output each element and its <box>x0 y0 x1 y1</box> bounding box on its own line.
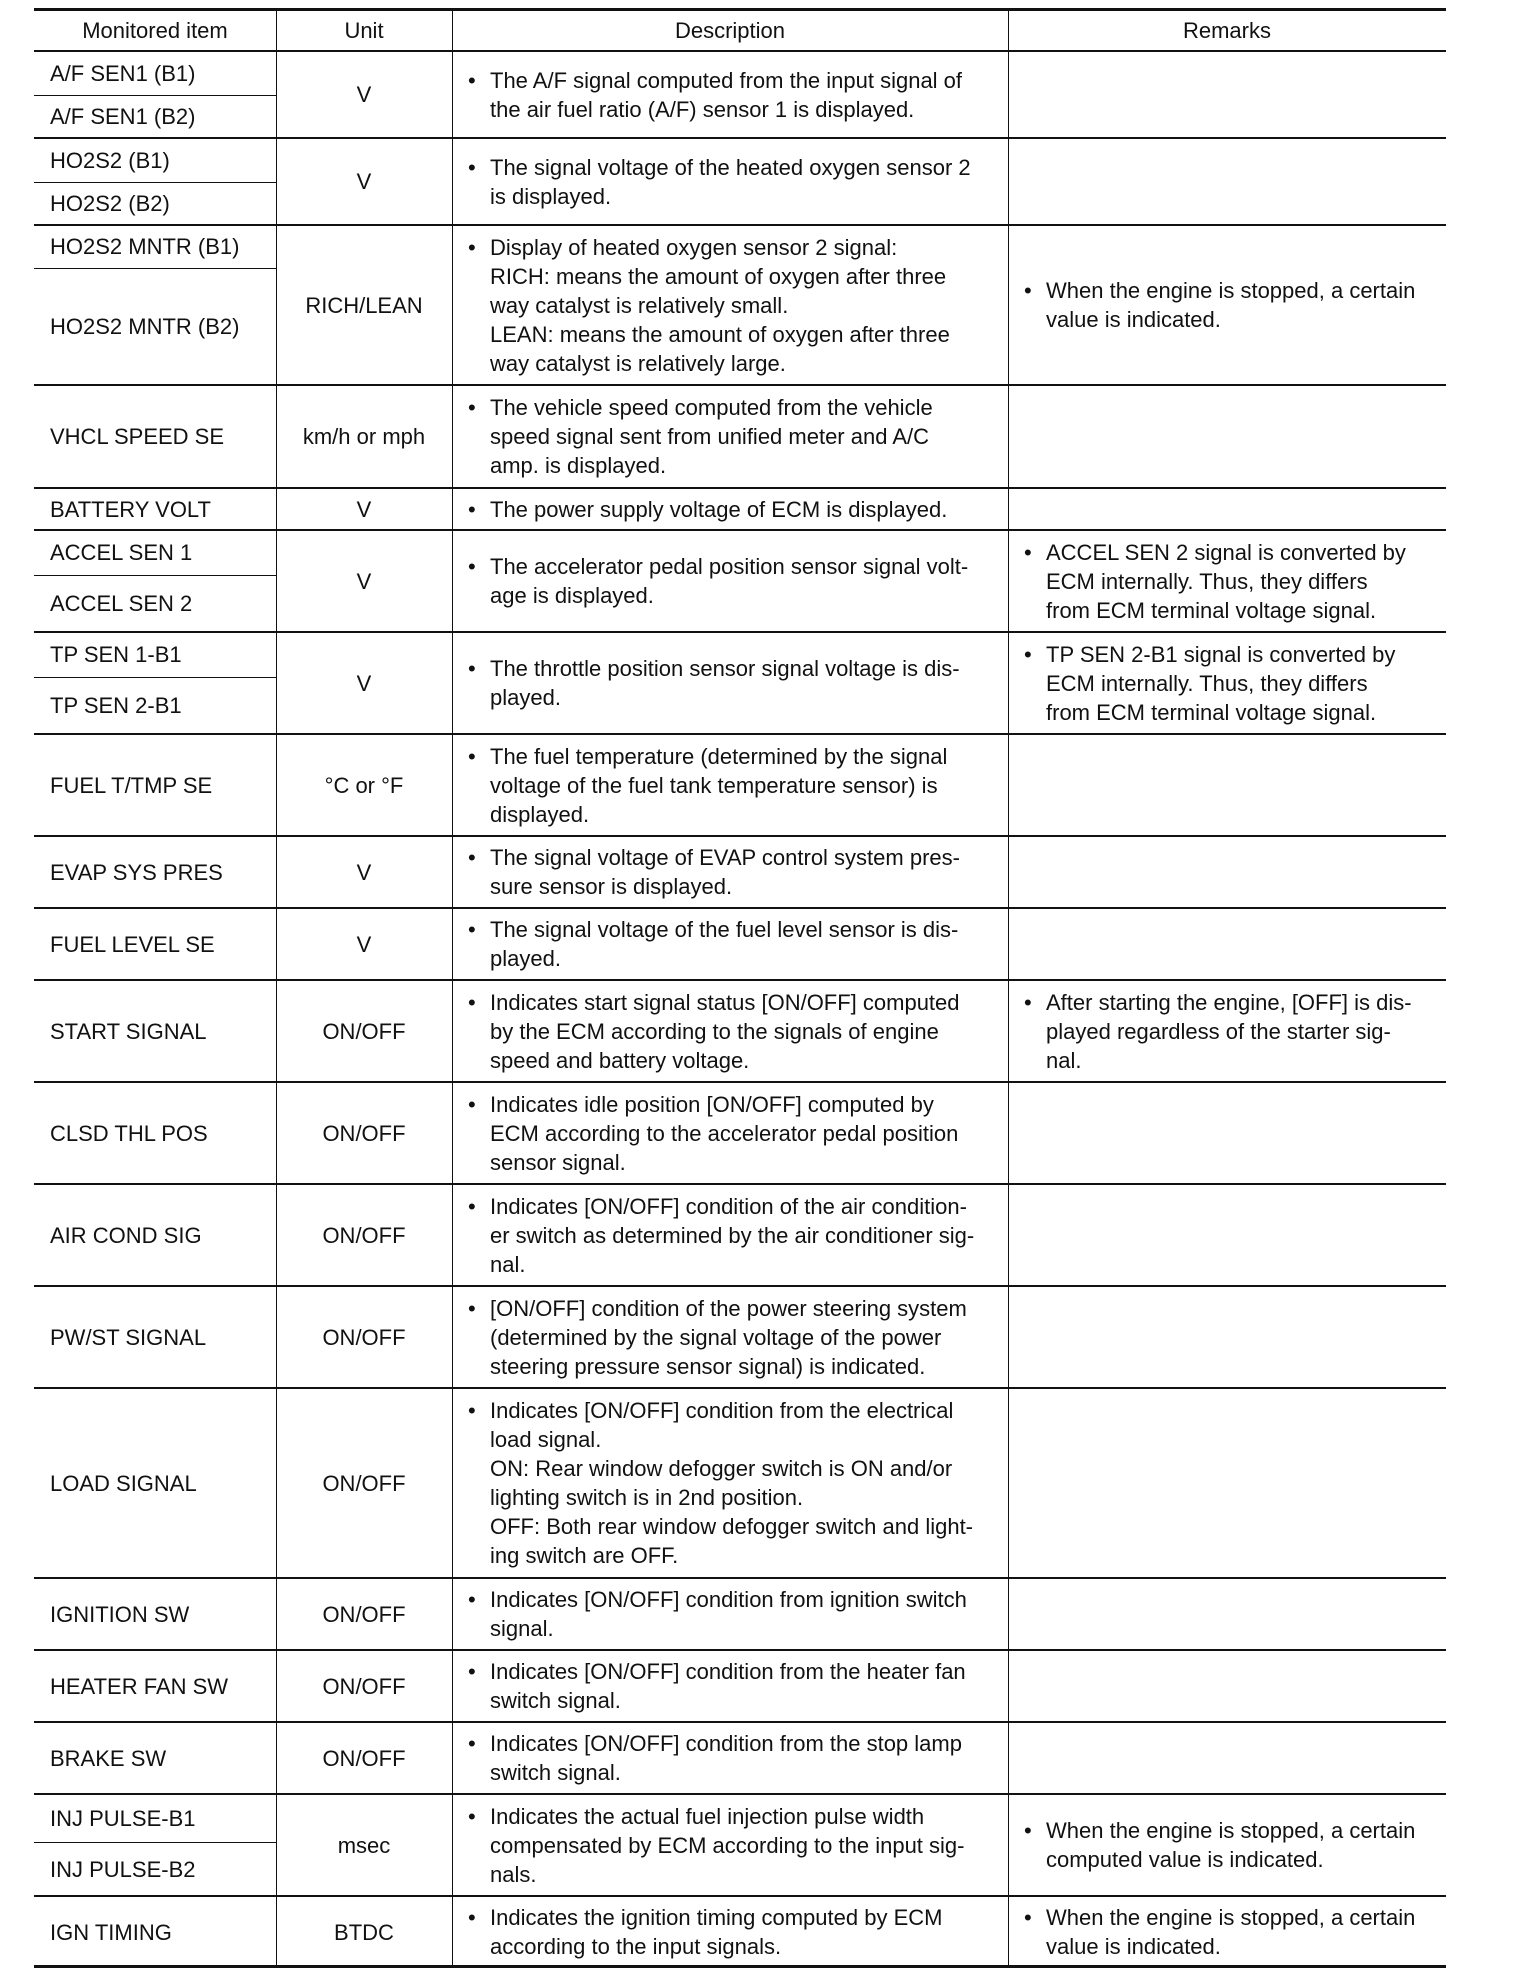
bullet-item <box>466 1090 1002 1177</box>
text-line: • After starting the engine, [OFF] is dis- <box>1046 989 1412 1015</box>
bullet-item <box>1022 988 1440 1075</box>
monitored-item: HEATER FAN SW <box>50 1673 229 1699</box>
text-line: lighting switch is in 2nd position. <box>490 1485 804 1510</box>
monitored-item: BRAKE SW <box>50 1745 167 1771</box>
row-divider <box>34 979 1446 981</box>
bullet-item <box>1022 276 1440 334</box>
text-line: • When the engine is stopped, a certain <box>1046 1818 1416 1843</box>
description-cell <box>452 836 1008 908</box>
text-line: • When the engine is stopped, a certain <box>1046 278 1416 303</box>
monitored-item: ACCEL SEN 1 <box>50 540 193 565</box>
text-line: • Indicates [ON/OFF] condition from ignition switch <box>490 1587 967 1612</box>
monitored-item: HO2S2 (B1) <box>50 147 170 173</box>
text-line: • The vehicle speed computed from the vehicle <box>490 395 933 420</box>
text-line: • The throttle position sensor signal voltage is dis- <box>490 656 960 681</box>
row-divider <box>34 631 1446 633</box>
text-line: • Indicates start signal status [ON/OFF] computed <box>490 989 960 1015</box>
text-line: • ACCEL SEN 2 signal is converted by <box>1046 539 1406 565</box>
text-line: compensated by ECM according to the input sig- <box>490 1832 965 1858</box>
remarks-cell <box>1008 836 1446 908</box>
bullet-item <box>466 1802 1002 1889</box>
text-line: • [ON/OFF] condition of the power steering system <box>490 1295 967 1321</box>
text-line: sensor signal. <box>490 1149 626 1175</box>
row-divider <box>34 1081 1446 1083</box>
row-divider <box>34 137 1446 139</box>
sub-row-divider <box>34 95 276 96</box>
row-divider <box>34 224 1446 226</box>
bullet-item <box>1022 1816 1440 1874</box>
text-line: • The fuel temperature (determined by the signal <box>490 743 948 769</box>
description-cell <box>452 385 1008 488</box>
text-line: • Display of heated oxygen sensor 2 signal: <box>490 234 898 260</box>
monitored-item: TP SEN 1-B1 <box>50 642 182 667</box>
bullet-item <box>1022 1903 1440 1961</box>
monitored-item: AIR COND SIG <box>50 1222 202 1248</box>
monitored-item: LOAD SIGNAL <box>50 1470 197 1496</box>
column-divider <box>276 8 277 1967</box>
monitored-item: IGNITION SW <box>50 1601 190 1627</box>
bullet-item <box>466 988 1002 1075</box>
row-divider <box>34 1649 1446 1651</box>
text-line: ON: Rear window defogger switch is ON and/or <box>490 1456 953 1481</box>
unit-cell: ON/OFF <box>322 1673 406 1699</box>
text-line: is displayed. <box>490 183 612 209</box>
remarks-cell <box>1008 1184 1446 1286</box>
text-line: voltage of the fuel tank temperature sensor) is <box>490 772 938 798</box>
text-line: steering pressure sensor signal) is indicated. <box>490 1353 926 1379</box>
unit-cell: ON/OFF <box>322 1120 406 1146</box>
description-cell <box>452 51 1008 138</box>
description-cell <box>452 138 1008 225</box>
text-line: speed and battery voltage. <box>490 1047 750 1073</box>
row-divider <box>34 1387 1446 1389</box>
text-line: from ECM terminal voltage signal. <box>1046 699 1377 725</box>
remarks-cell <box>1008 1286 1446 1388</box>
text-line: • Indicates [ON/OFF] condition from the electrical <box>490 1398 954 1423</box>
text-line: • The A/F signal computed from the input signal of <box>490 67 963 93</box>
text-line: way catalyst is relatively large. <box>490 350 786 376</box>
remarks-cell <box>1008 1794 1446 1896</box>
bullet-item <box>466 654 1002 712</box>
unit-cell: ON/OFF <box>322 1470 406 1496</box>
remarks-cell <box>1008 1578 1446 1650</box>
text-line: played regardless of the starter sig- <box>1046 1018 1391 1044</box>
row-divider <box>34 384 1446 386</box>
description-cell <box>452 1578 1008 1650</box>
text-line: value is indicated. <box>1046 307 1221 332</box>
monitored-item: EVAP SYS PRES <box>50 859 223 885</box>
description-cell <box>452 908 1008 980</box>
remarks-cell <box>1008 1082 1446 1184</box>
text-line: • Indicates [ON/OFF] condition of the air condition- <box>490 1193 967 1219</box>
description-cell <box>452 1388 1008 1578</box>
remarks-cell <box>1008 1722 1446 1794</box>
monitored-item: FUEL T/TMP SE <box>50 772 213 798</box>
description-cell <box>452 1650 1008 1722</box>
text-line: signal. <box>490 1616 554 1641</box>
table-bottom-rule <box>34 1965 1446 1968</box>
description-cell <box>452 1184 1008 1286</box>
bullet-item <box>466 153 1002 211</box>
text-line: • When the engine is stopped, a certain <box>1046 1905 1416 1930</box>
unit-cell: BTDC <box>334 1919 394 1945</box>
monitored-item: A/F SEN1 (B1) <box>50 60 196 86</box>
text-line: OFF: Both rear window defogger switch and light- <box>490 1514 974 1539</box>
remarks-cell <box>1008 225 1446 385</box>
text-line: • Indicates [ON/OFF] condition from the stop lamp <box>490 1731 962 1756</box>
text-line: sure sensor is displayed. <box>490 874 733 899</box>
unit-cell: ON/OFF <box>322 1745 406 1771</box>
row-divider <box>34 1183 1446 1185</box>
remarks-cell <box>1008 1650 1446 1722</box>
text-line: • The signal voltage of EVAP control system pres- <box>490 845 960 870</box>
unit-cell: V <box>356 82 372 107</box>
sub-row-divider <box>34 268 276 269</box>
sub-row-divider <box>34 677 276 678</box>
header-remarks: Remarks <box>1182 17 1271 43</box>
text-line: value is indicated. <box>1046 1934 1221 1959</box>
unit-cell: msec <box>337 1832 391 1858</box>
bullet-item <box>466 1657 1002 1715</box>
text-line: nals. <box>490 1861 537 1887</box>
remarks-cell <box>1008 530 1446 632</box>
text-line: displayed. <box>490 801 590 827</box>
text-line: way catalyst is relatively small. <box>490 292 789 318</box>
text-line: RICH: means the amount of oxygen after three <box>490 263 947 289</box>
description-cell <box>452 1722 1008 1794</box>
remarks-cell <box>1008 1896 1446 1968</box>
text-line: played. <box>490 946 561 971</box>
text-line: age is displayed. <box>490 583 654 608</box>
text-line: • Indicates the ignition timing computed by ECM <box>490 1905 943 1930</box>
text-line: • The signal voltage of the fuel level sensor is dis- <box>490 917 959 942</box>
remarks-cell <box>1008 51 1446 138</box>
remarks-cell <box>1008 385 1446 488</box>
text-line: LEAN: means the amount of oxygen after three <box>490 321 950 347</box>
row-divider <box>34 529 1446 531</box>
bullet-item <box>466 552 1002 610</box>
column-divider <box>452 8 453 1967</box>
row-divider <box>34 733 1446 735</box>
remarks-cell <box>1008 138 1446 225</box>
text-line: • The power supply voltage of ECM is displayed. <box>490 496 948 522</box>
row-divider <box>34 487 1446 489</box>
description-cell <box>452 1794 1008 1896</box>
monitored-item: IGN TIMING <box>50 1919 172 1945</box>
text-line: er switch as determined by the air conditioner sig- <box>490 1222 975 1248</box>
row-divider <box>34 1285 1446 1287</box>
text-line: ECM according to the accelerator pedal position <box>490 1120 959 1146</box>
monitored-item: A/F SEN1 (B2) <box>50 104 196 129</box>
unit-cell: V <box>356 568 372 594</box>
text-line: • The signal voltage of the heated oxygen sensor 2 <box>490 154 971 180</box>
unit-cell: °C or °F <box>324 772 404 798</box>
sub-row-divider <box>34 1842 276 1843</box>
description-cell <box>452 734 1008 836</box>
sub-row-divider <box>34 182 276 183</box>
bullet-item <box>466 1396 1002 1570</box>
bullet-item <box>466 233 1002 378</box>
table-top-rule <box>34 8 1446 11</box>
description-cell <box>452 530 1008 632</box>
text-line: nal. <box>1046 1047 1082 1073</box>
monitored-item: HO2S2 MNTR (B2) <box>50 314 240 339</box>
text-line: ECM internally. Thus, they differs <box>1046 568 1368 594</box>
description-cell <box>452 225 1008 385</box>
bullet-item <box>466 495 1002 524</box>
remarks-cell <box>1008 488 1446 530</box>
text-line: (determined by the signal voltage of the power <box>490 1324 942 1350</box>
text-line: • The accelerator pedal position sensor signal volt- <box>490 554 969 579</box>
monitored-item: BATTERY VOLT <box>50 496 211 522</box>
bullet-item <box>466 843 1002 901</box>
row-divider <box>34 907 1446 909</box>
row-divider <box>34 1895 1446 1897</box>
description-cell <box>452 1082 1008 1184</box>
unit-cell: ON/OFF <box>322 1324 406 1350</box>
header-unit: Unit <box>344 17 384 43</box>
monitored-item: HO2S2 MNTR (B1) <box>50 234 240 259</box>
text-line: speed signal sent from unified meter and A/C <box>490 424 930 449</box>
description-cell <box>452 1896 1008 1968</box>
text-line: the air fuel ratio (A/F) sensor 1 is displayed. <box>490 96 915 122</box>
text-line: • Indicates idle position [ON/OFF] computed by <box>490 1091 934 1117</box>
monitored-item: HO2S2 (B2) <box>50 191 170 216</box>
remarks-cell <box>1008 734 1446 836</box>
bullet-item <box>466 1585 1002 1643</box>
remarks-cell <box>1008 980 1446 1082</box>
unit-cell: ON/OFF <box>322 1018 406 1044</box>
bullet-item <box>466 393 1002 480</box>
text-line: by the ECM according to the signals of engine <box>490 1018 939 1044</box>
bullet-item <box>466 66 1002 124</box>
bullet-item <box>466 1729 1002 1787</box>
unit-cell: ON/OFF <box>322 1601 406 1627</box>
unit-cell: ON/OFF <box>322 1222 406 1248</box>
row-divider <box>34 1721 1446 1723</box>
unit-cell: V <box>356 169 372 194</box>
remarks-cell <box>1008 908 1446 980</box>
text-line: load signal. <box>490 1427 602 1452</box>
text-line: • TP SEN 2-B1 signal is converted by <box>1046 641 1396 667</box>
sub-row-divider <box>34 575 276 576</box>
monitored-item: ACCEL SEN 2 <box>50 591 193 616</box>
monitored-item: PW/ST SIGNAL <box>50 1324 207 1350</box>
monitored-item: INJ PULSE-B2 <box>50 1856 196 1882</box>
unit-cell: km/h or mph <box>302 424 426 449</box>
text-line: ECM internally. Thus, they differs <box>1046 670 1368 696</box>
header-description: Description <box>674 17 786 43</box>
description-cell <box>452 1286 1008 1388</box>
text-line: played. <box>490 685 561 710</box>
description-cell <box>452 980 1008 1082</box>
remarks-cell <box>1008 632 1446 734</box>
bullet-item <box>466 742 1002 829</box>
text-line: switch signal. <box>490 1760 621 1785</box>
unit-cell: V <box>356 496 372 522</box>
remarks-cell <box>1008 1388 1446 1578</box>
text-line: from ECM terminal voltage signal. <box>1046 597 1377 623</box>
bullet-item <box>1022 538 1440 625</box>
header-monitored-item: Monitored item <box>82 17 228 43</box>
text-line: switch signal. <box>490 1688 621 1713</box>
bullet-item <box>466 1192 1002 1279</box>
bullet-item <box>466 1294 1002 1381</box>
unit-cell: RICH/LEAN <box>305 292 423 318</box>
unit-cell: V <box>356 859 372 885</box>
text-line: computed value is indicated. <box>1046 1847 1324 1872</box>
row-divider <box>34 835 1446 837</box>
bullet-item <box>1022 640 1440 727</box>
unit-cell: V <box>356 670 372 696</box>
monitored-item: INJ PULSE-B1 <box>50 1805 196 1831</box>
text-line: ing switch are OFF. <box>490 1543 679 1568</box>
header-rule <box>34 50 1446 52</box>
text-line: according to the input signals. <box>490 1934 782 1959</box>
row-divider <box>34 1793 1446 1795</box>
monitored-item: TP SEN 2-B1 <box>50 693 182 718</box>
monitored-item: VHCL SPEED SE <box>50 424 225 449</box>
unit-cell: V <box>356 931 372 957</box>
bullet-item <box>466 915 1002 973</box>
description-cell <box>452 488 1008 530</box>
monitored-item: START SIGNAL <box>50 1018 207 1044</box>
text-line: • Indicates [ON/OFF] condition from the heater fan <box>490 1659 966 1684</box>
column-divider <box>1008 8 1009 1967</box>
row-divider <box>34 1577 1446 1579</box>
description-cell <box>452 632 1008 734</box>
monitored-item: CLSD THL POS <box>50 1120 208 1146</box>
monitored-item: FUEL LEVEL SE <box>50 931 215 957</box>
bullet-item <box>466 1903 1002 1961</box>
text-line: • Indicates the actual fuel injection pulse width <box>490 1803 925 1829</box>
text-line: amp. is displayed. <box>490 453 667 478</box>
text-line: nal. <box>490 1251 526 1277</box>
